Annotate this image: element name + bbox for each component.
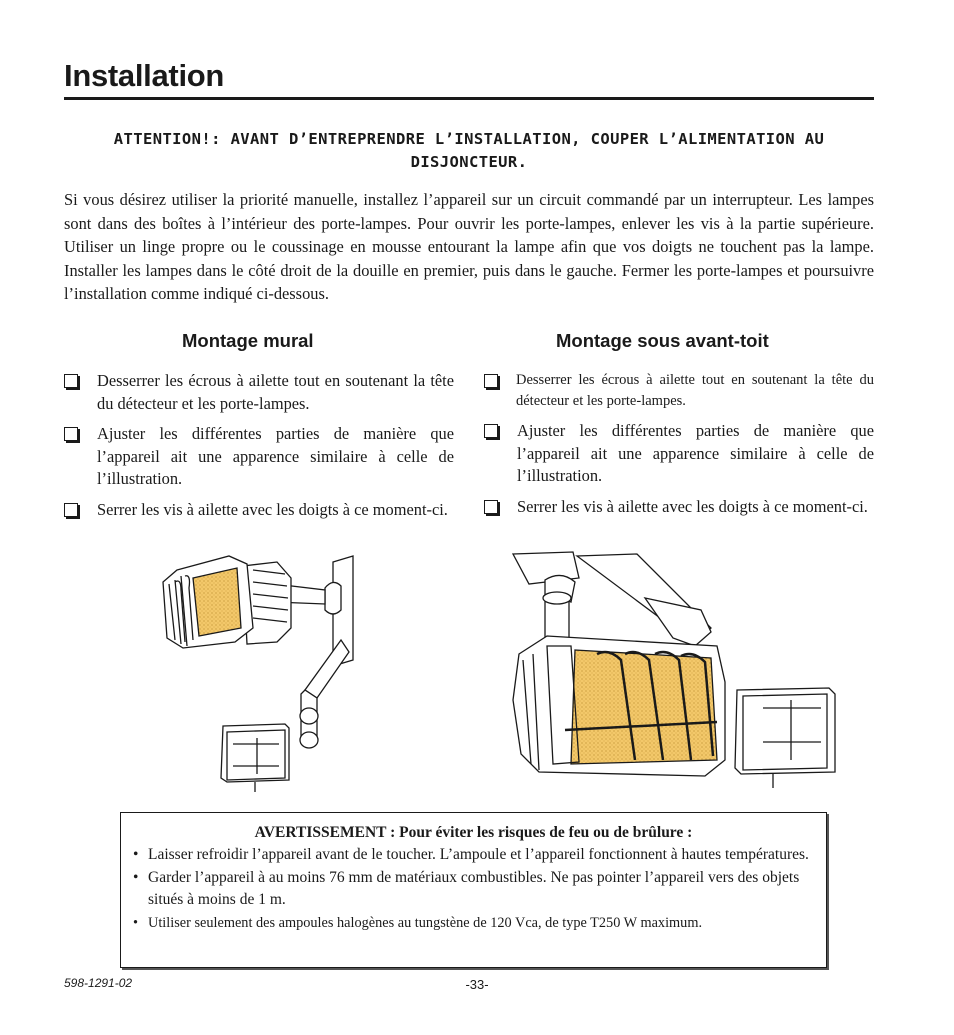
attention-notice: ATTENTION!: AVANT D’ENTREPRENDRE L’INSTALLATION, COUPER L’ALIMENTATION AU DISJONCTEUR. [113, 130, 825, 171]
bullet-icon: • [133, 846, 139, 863]
document-number: 598-1291-02 [64, 976, 133, 990]
eave-step-1-text: Desserrer les écrous à ailette tout en soutenant la tête du détecteur et les porte-lampes. [516, 372, 874, 409]
page-number: -33- [465, 977, 489, 992]
eave-mount-heading: Montage sous avant-toit [556, 330, 769, 351]
eave-step-2 [484, 420, 874, 488]
checkbox-icon [64, 503, 78, 517]
checkbox-icon [64, 374, 78, 388]
wall-step-3-text: Serrer les vis à ailette avec les doigts à ce moment-ci. [97, 499, 448, 519]
eave-step-3 [484, 496, 874, 519]
eave-step-2-text: Ajuster les différentes parties de manière que l’appareil ait une apparence similaire à celle de l’illustration. [517, 421, 874, 485]
page-title: Installation [64, 58, 225, 93]
wall-step-1-text: Desserrer les écrous à ailette tout en soutenant la tête du détecteur et les porte-lampes. [97, 371, 454, 413]
bullet-icon: • [133, 915, 139, 931]
bullet-icon: • [133, 869, 139, 886]
intro-paragraph: Si vous désirez utiliser la priorité manuelle, installez l’appareil sur un circuit commandé par un interrupteur. Les lampes sont dans des boîtes à l’intérieur des porte-lampes. Pour ouvrir les porte-lampes, enlever les vis à la partie supérieure. Utiliser un linge propre ou le coussinage en mousse entourant la lampe afin que vos doigts ne touchent pas la lampe. Installer les lampes dans le côté droit de la douille en premier, puis dans le gauche. Fermer les porte-lampes et poursuivre l’installation comme indiqué ci-dessous. [64, 190, 874, 304]
warning-item-2-text: Garder l’appareil à au moins 76 mm de matériaux combustibles. Ne pas pointer l’appareil vers des objets situés à moins de 1 m. [148, 869, 800, 908]
warning-title: AVERTISSEMENT : Pour éviter les risques de feu ou de brûlure : [254, 824, 693, 841]
checkbox-icon [484, 500, 498, 514]
warning-item-1-text: Laisser refroidir l’appareil avant de le toucher. L’ampoule et l’appareil fonctionnent à hautes températures. [148, 846, 809, 863]
checkbox-icon [64, 427, 78, 441]
wall-mount-heading: Montage mural [182, 330, 314, 351]
warning-item-2 [133, 867, 814, 911]
checkbox-icon [484, 424, 498, 438]
eave-mount-illustration [505, 550, 845, 795]
eave-mount-steps [484, 370, 874, 526]
warning-item-3-text: Utiliser seulement des ampoules halogènes au tungstène de 120 Vca, de type T250 W maximum. [148, 915, 703, 931]
wall-mount-steps [64, 370, 454, 529]
wall-step-3 [64, 499, 454, 522]
wall-step-2 [64, 423, 454, 491]
warning-box [120, 812, 827, 968]
checkbox-icon [484, 374, 498, 388]
eave-step-1 [484, 370, 874, 412]
title-divider [64, 97, 874, 100]
warning-item-1 [133, 844, 814, 866]
wall-step-2-text: Ajuster les différentes parties de manière que l’appareil ait une apparence similaire à celle de l’illustration. [97, 424, 454, 488]
warning-item-3 [133, 912, 814, 934]
wall-step-1 [64, 370, 454, 415]
eave-step-3-text: Serrer les vis à ailette avec les doigts à ce moment-ci. [517, 496, 868, 516]
wall-mount-illustration [155, 548, 365, 793]
